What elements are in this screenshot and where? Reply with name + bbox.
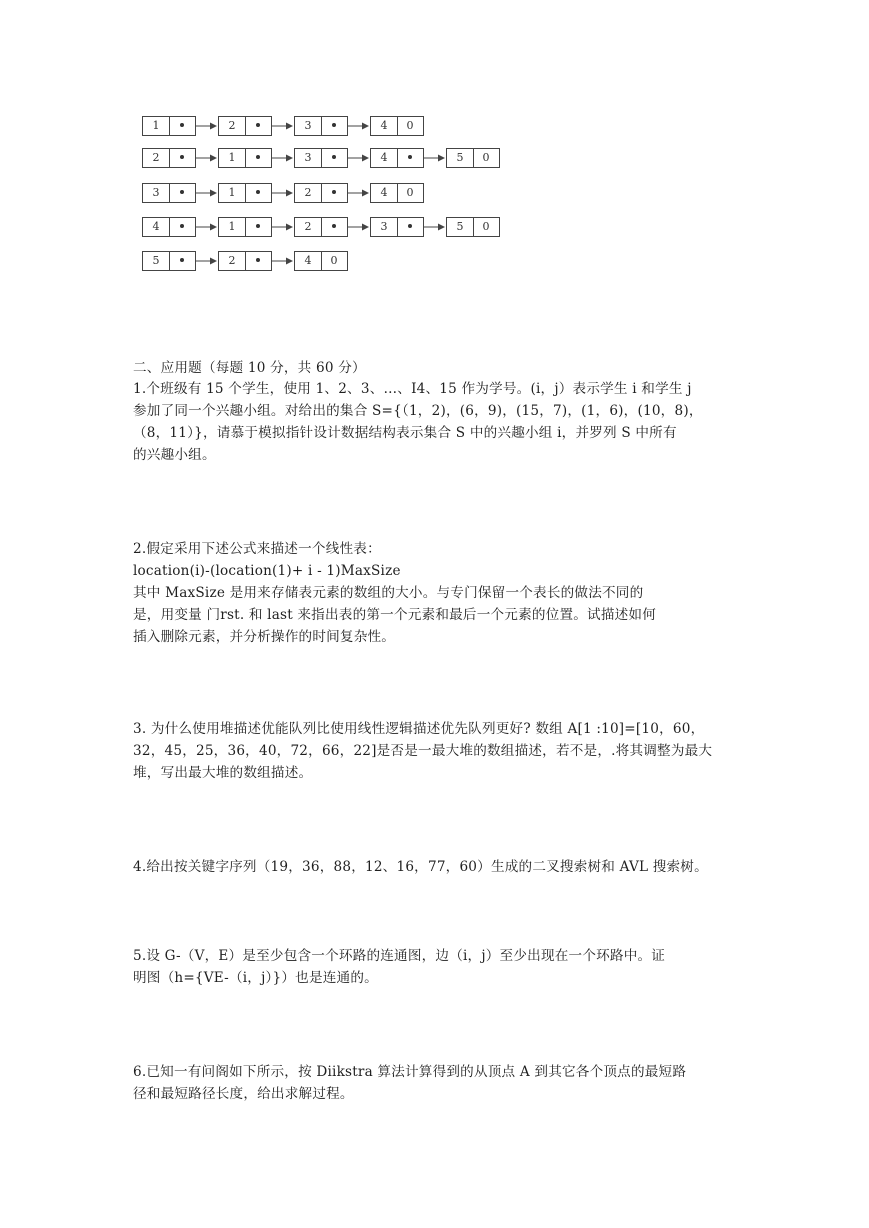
arrowhead-icon <box>210 123 217 130</box>
question-line: 2.假定采用下述公式来描述一个线性表： <box>133 541 381 557</box>
node-value: 4 <box>371 117 398 135</box>
null-pointer: 0 <box>406 119 414 132</box>
list-node <box>294 183 348 203</box>
list-node <box>446 148 500 168</box>
node-value: 5 <box>447 149 474 167</box>
pointer-dot-icon <box>245 184 271 202</box>
list-node <box>142 251 196 271</box>
node-value: 2 <box>219 252 246 270</box>
arrowhead-icon <box>362 224 369 231</box>
node-value: 4 <box>143 218 170 236</box>
node-value: 1 <box>219 184 246 202</box>
pointer-dot-icon <box>245 149 271 167</box>
pointer-dot-icon <box>397 218 423 236</box>
node-value: 3 <box>143 184 170 202</box>
pointer-dot-icon <box>321 117 347 135</box>
pointer-dot-icon <box>321 218 347 236</box>
list-node <box>294 148 348 168</box>
list-node <box>370 217 424 237</box>
null-pointer: 0 <box>406 186 414 199</box>
question-line: 明图（h={VE-（i，j）}）也是连通的。 <box>133 970 378 986</box>
node-value: 2 <box>295 218 322 236</box>
pointer-dot-icon <box>397 149 423 167</box>
arrowhead-icon <box>286 155 293 162</box>
question-line: 1.个班级有 15 个学生，使用 1、2、3、…、I4、15 作为学号。(i，j）表示学生 i 和学生 j <box>133 381 692 397</box>
arrowhead-icon <box>210 190 217 197</box>
arrowhead-icon <box>210 258 217 265</box>
pointer-dot-icon <box>321 184 347 202</box>
section-title: 二、应用题（每题 10 分，共 60 分） <box>133 360 366 376</box>
list-node <box>294 251 348 271</box>
pointer-dot-icon <box>321 149 347 167</box>
list-node <box>294 116 348 136</box>
pointer-dot-icon <box>245 252 271 270</box>
arrowhead-icon <box>438 155 445 162</box>
list-node <box>218 148 272 168</box>
node-value: 2 <box>295 184 322 202</box>
pointer-dot-icon <box>169 218 195 236</box>
arrowhead-icon <box>286 224 293 231</box>
question-line: location(i)-(location(1)+ i - 1)MaxSize <box>133 563 401 579</box>
question-line: 参加了同一个兴趣小组。对给出的集合 S={（1，2)，(6，9)，(15，7)，(1，6)，(10，8)， <box>133 403 703 419</box>
question-line: （8，11）}，请慕于模拟指针设计数据结构表示集合 S 中的兴趣小组 i，并罗列 S 中所有 <box>133 425 677 441</box>
question-line: 其中 MaxSize 是用来存储表元素的数组的大小。与专门保留一个表长的做法不同的 <box>133 585 644 601</box>
list-node <box>370 116 424 136</box>
list-node <box>142 116 196 136</box>
node-value: 5 <box>143 252 170 270</box>
node-value: 3 <box>295 117 322 135</box>
question-line: 是，用变量 门rst. 和 last 来指出表的第一个元素和最后一个元素的位置。试描述如何 <box>133 607 657 623</box>
question-line: 堆，写出最大堆的数组描述。 <box>133 765 313 781</box>
list-node <box>446 217 500 237</box>
list-node <box>142 183 196 203</box>
pointer-dot-icon <box>169 149 195 167</box>
list-node <box>370 148 424 168</box>
null-pointer: 0 <box>482 220 490 233</box>
list-node <box>142 148 196 168</box>
pointer-dot-icon <box>169 184 195 202</box>
question-line: 插入删除元素，并分析操作的时间复杂性。 <box>133 629 396 645</box>
node-value: 5 <box>447 218 474 236</box>
arrowhead-icon <box>362 190 369 197</box>
node-value: 1 <box>219 149 246 167</box>
adjacency-list-figure <box>136 108 508 280</box>
question-line: 32，45，25，36，40，72，66，22]是否是一最大堆的数组描述，若不是，.将其调整为最大 <box>133 743 713 759</box>
list-node <box>218 217 272 237</box>
question-line: 径和最短路径长度，给出求解过程。 <box>133 1086 354 1102</box>
list-node <box>142 217 196 237</box>
list-node <box>218 183 272 203</box>
list-node <box>370 183 424 203</box>
node-value: 1 <box>143 117 170 135</box>
node-value: 1 <box>219 218 246 236</box>
arrowhead-icon <box>362 123 369 130</box>
arrowhead-icon <box>210 224 217 231</box>
arrowhead-icon <box>438 224 445 231</box>
null-pointer: 0 <box>330 254 338 267</box>
list-node <box>294 217 348 237</box>
node-value: 4 <box>295 252 322 270</box>
list-node <box>218 116 272 136</box>
arrowhead-icon <box>286 123 293 130</box>
arrowhead-icon <box>286 258 293 265</box>
node-value: 4 <box>371 149 398 167</box>
null-pointer: 0 <box>482 151 490 164</box>
node-value: 2 <box>219 117 246 135</box>
question-line: 3. 为什么使用堆描述优能队列比使用线性逻辑描述优先队列更好? 数组 A[1 :10]=[10，60， <box>133 721 705 737</box>
question-line: 的兴趣小组。 <box>133 447 216 463</box>
list-node <box>218 251 272 271</box>
question-line: 4.给出按关键字序列（19，36，88，12、16，77，60）生成的二叉搜索树和 AVL 搜索树。 <box>133 859 708 875</box>
arrowhead-icon <box>286 190 293 197</box>
question-line: 5.设 G-（V，E）是至少包含一个环路的连通图，边（i，j）至少出现在一个环路中。证 <box>133 948 666 964</box>
pointer-dot-icon <box>169 117 195 135</box>
pointer-dot-icon <box>245 218 271 236</box>
pointer-dot-icon <box>245 117 271 135</box>
node-value: 3 <box>295 149 322 167</box>
arrowhead-icon <box>362 155 369 162</box>
arrowhead-icon <box>210 155 217 162</box>
node-value: 4 <box>371 184 398 202</box>
question-line: 6.已知一有问阁如下所示，按 Diikstra 算法计算得到的从顶点 A 到其它各个顶点的最短路 <box>133 1064 687 1080</box>
node-value: 2 <box>143 149 170 167</box>
pointer-dot-icon <box>169 252 195 270</box>
node-value: 3 <box>371 218 398 236</box>
